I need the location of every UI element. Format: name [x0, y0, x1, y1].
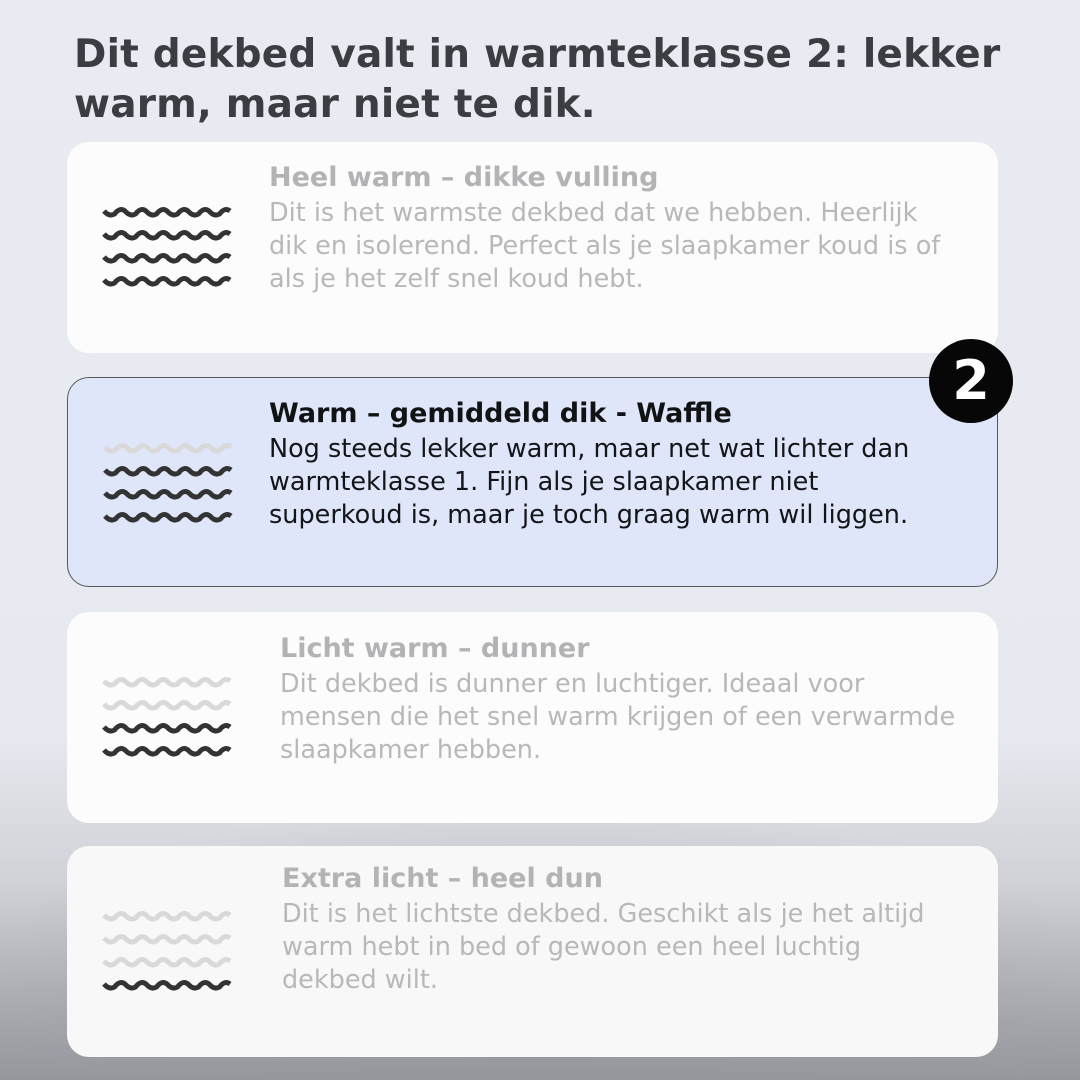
- card-description: Dit is het lichtste dekbed. Geschikt als je het altijd warm hebt in bed of gewoon een heel luchtig dekbed wilt.: [282, 899, 925, 995]
- card-title: Heel warm – dikke vulling: [269, 162, 659, 193]
- warmth-class-card-3[interactable]: [67, 612, 998, 823]
- page-title: Dit dekbed valt in warmteklasse 2: lekker warm, maar niet te dik.: [74, 32, 1001, 127]
- wave-line-icon: [103, 465, 233, 479]
- wave-line-icon: [102, 979, 232, 993]
- wave-line-icon: [103, 488, 233, 502]
- wave-line-icon: [103, 442, 233, 456]
- card-title: Warm – gemiddeld dik - Waffle: [269, 398, 732, 429]
- wave-line-icon: [102, 933, 232, 947]
- card-description: Dit dekbed is dunner en luchtiger. Ideaal voor mensen die het snel warm krijgen of een verwarmde slaapkamer hebben.: [280, 669, 956, 765]
- wave-line-icon: [102, 206, 232, 220]
- card-description: Dit is het warmste dekbed dat we hebben. Heerlijk dik en isolerend. Perfect als je slaapkamer koud is of als je het zelf snel koud hebt.: [269, 198, 941, 294]
- wave-line-icon: [102, 229, 232, 243]
- warmth-level-icon: [102, 142, 232, 353]
- wave-line-icon: [102, 722, 232, 736]
- wave-line-icon: [102, 745, 232, 759]
- card-description: Nog steeds lekker warm, maar net wat lichter dan warmteklasse 1. Fijn als je slaapkamer niet superkoud is, maar je toch graag warm wil liggen.: [269, 434, 910, 530]
- warmth-level-icon: [102, 612, 232, 823]
- wave-line-icon: [102, 699, 232, 713]
- card-title: Licht warm – dunner: [280, 633, 590, 664]
- wave-line-icon: [102, 676, 232, 690]
- wave-line-icon: [103, 511, 233, 525]
- warmth-level-icon: [103, 378, 233, 586]
- wave-line-icon: [102, 910, 232, 924]
- selected-class-badge: 2: [929, 339, 1013, 423]
- warmth-class-card-1[interactable]: [67, 142, 998, 353]
- warmth-class-card-2[interactable]: [67, 377, 998, 587]
- wave-line-icon: [102, 275, 232, 289]
- card-title: Extra licht – heel dun: [282, 863, 603, 894]
- warmth-level-icon: [102, 846, 232, 1057]
- warmth-class-card-4[interactable]: [67, 846, 998, 1057]
- wave-line-icon: [102, 252, 232, 266]
- wave-line-icon: [102, 956, 232, 970]
